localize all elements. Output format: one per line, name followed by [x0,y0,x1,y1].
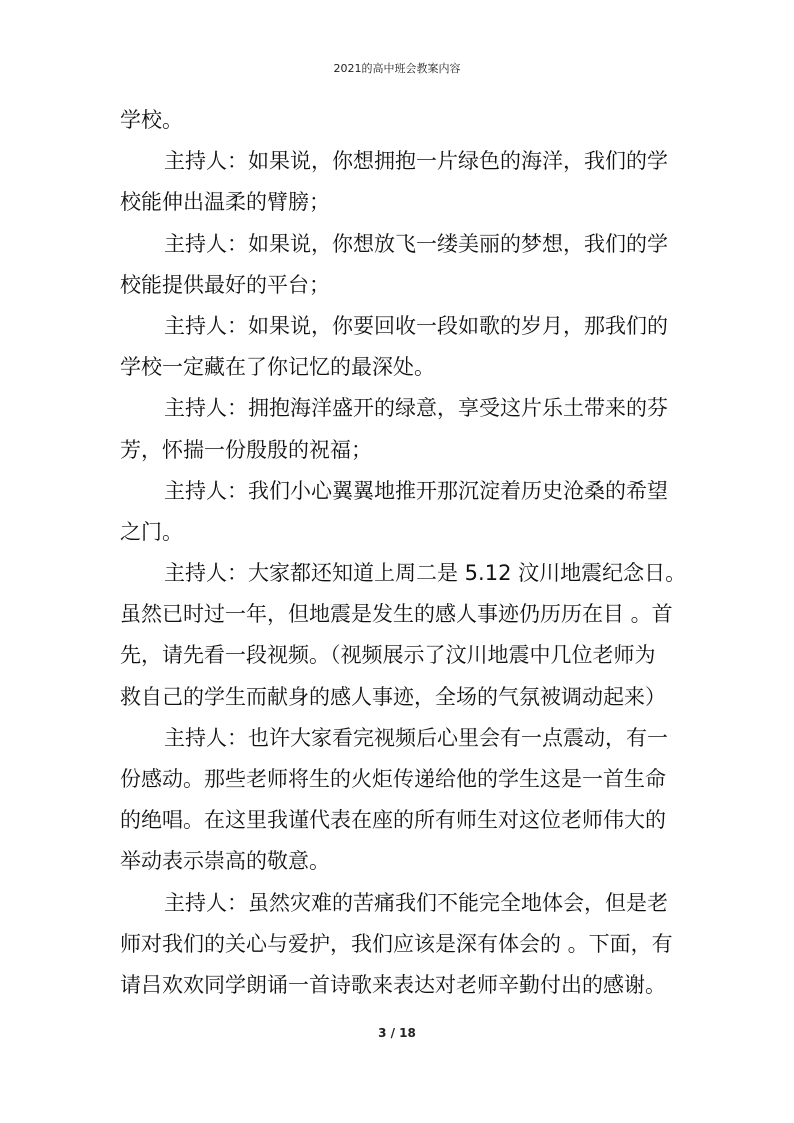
paragraph-line: 虽然已时过一年，但地震是发生的感人事迹仍历历在目 。首 [120,602,673,627]
paragraph-line: 主持人：也许大家看完视频后心里会有一点震动，有一 [164,725,668,750]
paragraph-line: 之门。 [120,519,183,544]
page-header-title: 2021的高中班会教案内容 [333,62,461,75]
paragraph-line: 校能提供最好的平台； [120,272,330,297]
paragraph-line: 主持人：虽然灾难的苦痛我们不能完全地体会，但是老 [164,890,668,915]
paragraph-line: 请吕欢欢同学朗诵一首诗歌来表达对老师辛勤付出的感谢。 [120,972,666,997]
paragraph-line: 的绝唱。在这里我谨代表在座的所有师生对这位老师伟大的 [120,808,666,833]
paragraph-line: 校能伸出温柔的臂膀； [120,190,330,215]
paragraph-line: 份感动。那些老师将生的火炬传递给他的学生这是一首生命 [120,767,666,791]
paragraph-line: 主持人：大家都还知道上周二是 5.12 汶川地震纪念日。 [164,561,687,586]
paragraph-line: 主持人：如果说，你想拥抱一片绿色的海洋，我们的学 [164,149,668,174]
paragraph-line: 主持人：如果说，你想放飞一缕美丽的梦想，我们的学 [164,231,668,256]
page-number: 3 / 18 [378,1026,416,1040]
paragraph-line: 主持人：我们小心翼翼地推开那沉淀着历史沧桑的希望 [164,478,668,503]
paragraph-line: 举动表示崇高的敬意。 [120,849,330,874]
paragraph-line: 救自己的学生而献身的感人事迹，全场的气氛被调动起来） [120,684,666,709]
paragraph-line: 芳，怀揣一份殷殷的祝福； [120,437,372,462]
paragraph-line: 学校。 [120,108,183,132]
document-body [120,100,700,1006]
paragraph-line: 学校一定藏在了你记忆的最深处。 [120,355,435,380]
paragraph-line: 师对我们的关心与爱护，我们应该是深有体会的 。下面，有 [120,931,673,956]
paragraph-line: 先，请先看一段视频。（视频展示了汶川地震中几位老师为 [120,643,656,668]
paragraph-line: 主持人：拥抱海洋盛开的绿意，享受这片乐土带来的芬 [164,396,668,421]
paragraph-line: 主持人：如果说，你要回收一段如歌的岁月，那我们的 [164,313,668,338]
